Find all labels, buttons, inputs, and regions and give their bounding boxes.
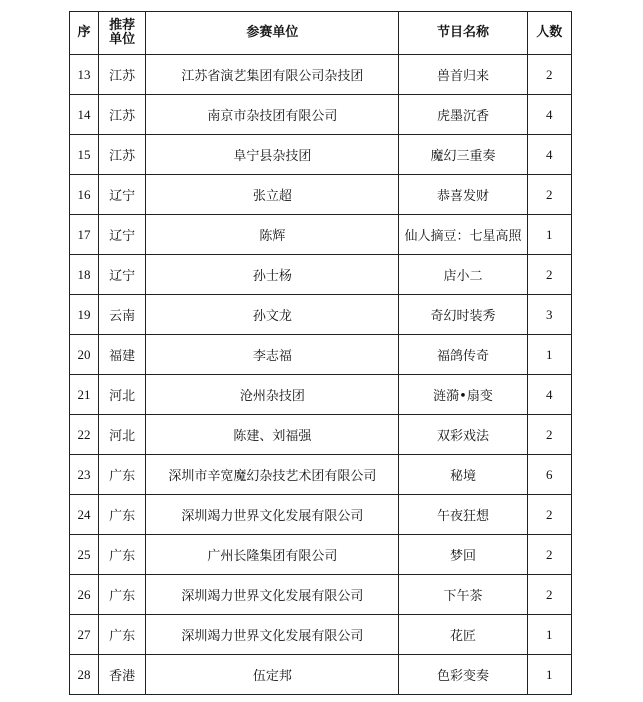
table-row	[70, 415, 572, 455]
cell-index: 14	[70, 95, 99, 135]
cell-index: 28	[70, 655, 99, 695]
cell-recommender: 辽宁	[98, 255, 146, 295]
cell-count: 3	[527, 295, 571, 335]
cell-count: 6	[527, 455, 571, 495]
cell-index: 27	[70, 615, 99, 655]
cell-index: 16	[70, 175, 99, 215]
table-row	[70, 215, 572, 255]
cell-recommender: 广东	[98, 495, 146, 535]
cell-count: 1	[527, 655, 571, 695]
cell-count: 4	[527, 135, 571, 175]
cell-unit: 深圳竭力世界文化发展有限公司	[146, 575, 399, 615]
cell-program: 花匠	[399, 615, 527, 655]
table-row	[70, 295, 572, 335]
cell-recommender: 福建	[98, 335, 146, 375]
cell-recommender: 广东	[98, 535, 146, 575]
cell-recommender: 江苏	[98, 55, 146, 95]
cell-index: 13	[70, 55, 99, 95]
table-row	[70, 255, 572, 295]
cell-unit: 深圳竭力世界文化发展有限公司	[146, 615, 399, 655]
cell-index: 20	[70, 335, 99, 375]
cell-unit: 沧州杂技团	[146, 375, 399, 415]
cell-program: 虎墨沉香	[399, 95, 527, 135]
cell-count: 2	[527, 495, 571, 535]
cell-index: 24	[70, 495, 99, 535]
header-program: 节目名称	[399, 12, 527, 55]
participants-table	[69, 11, 572, 695]
cell-index: 18	[70, 255, 99, 295]
table-row	[70, 535, 572, 575]
cell-recommender: 广东	[98, 575, 146, 615]
cell-program: 福鸽传奇	[399, 335, 527, 375]
cell-unit: 李志福	[146, 335, 399, 375]
cell-recommender: 河北	[98, 415, 146, 455]
table-header-row	[70, 12, 572, 55]
cell-unit: 南京市杂技团有限公司	[146, 95, 399, 135]
cell-program: 双彩戏法	[399, 415, 527, 455]
cell-index: 23	[70, 455, 99, 495]
cell-count: 2	[527, 255, 571, 295]
header-index: 序	[70, 12, 99, 55]
cell-program: 秘境	[399, 455, 527, 495]
cell-recommender: 广东	[98, 615, 146, 655]
cell-count: 1	[527, 615, 571, 655]
cell-recommender: 江苏	[98, 95, 146, 135]
table-row	[70, 495, 572, 535]
cell-index: 26	[70, 575, 99, 615]
cell-index: 21	[70, 375, 99, 415]
cell-count: 2	[527, 415, 571, 455]
cell-unit: 深圳市辛宽魔幻杂技艺术团有限公司	[146, 455, 399, 495]
cell-count: 2	[527, 575, 571, 615]
cell-index: 19	[70, 295, 99, 335]
table-row	[70, 135, 572, 175]
table-row	[70, 175, 572, 215]
cell-unit: 广州长隆集团有限公司	[146, 535, 399, 575]
table-row	[70, 95, 572, 135]
cell-count: 2	[527, 175, 571, 215]
table-row	[70, 455, 572, 495]
cell-count: 4	[527, 95, 571, 135]
cell-unit: 阜宁县杂技团	[146, 135, 399, 175]
cell-recommender: 香港	[98, 655, 146, 695]
cell-unit: 张立超	[146, 175, 399, 215]
cell-program: 店小二	[399, 255, 527, 295]
cell-recommender: 辽宁	[98, 175, 146, 215]
cell-program: 梦回	[399, 535, 527, 575]
table-row	[70, 655, 572, 695]
header-unit: 参赛单位	[146, 12, 399, 55]
cell-unit: 深圳竭力世界文化发展有限公司	[146, 495, 399, 535]
header-recommender-line2: 单位	[109, 32, 136, 47]
cell-program: 仙人摘豆：七星高照	[399, 215, 527, 255]
cell-unit: 陈建、刘福强	[146, 415, 399, 455]
cell-recommender: 江苏	[98, 135, 146, 175]
cell-unit: 陈辉	[146, 215, 399, 255]
cell-program: 奇幻时装秀	[399, 295, 527, 335]
header-recommender	[98, 12, 146, 55]
table-row	[70, 615, 572, 655]
cell-program: 下午茶	[399, 575, 527, 615]
cell-recommender: 云南	[98, 295, 146, 335]
table-row	[70, 55, 572, 95]
cell-unit: 伍定邦	[146, 655, 399, 695]
table-row	[70, 575, 572, 615]
cell-count: 2	[527, 55, 571, 95]
table-row	[70, 335, 572, 375]
cell-index: 15	[70, 135, 99, 175]
header-recommender-line1: 推荐	[109, 18, 136, 33]
cell-program: 午夜狂想	[399, 495, 527, 535]
cell-count: 4	[527, 375, 571, 415]
cell-program: 色彩变奏	[399, 655, 527, 695]
cell-index: 17	[70, 215, 99, 255]
cell-program: 恭喜发财	[399, 175, 527, 215]
cell-count: 1	[527, 215, 571, 255]
cell-program: 魔幻三重奏	[399, 135, 527, 175]
cell-count: 1	[527, 335, 571, 375]
cell-unit: 江苏省演艺集团有限公司杂技团	[146, 55, 399, 95]
table-row	[70, 375, 572, 415]
cell-recommender: 河北	[98, 375, 146, 415]
cell-index: 22	[70, 415, 99, 455]
cell-recommender: 辽宁	[98, 215, 146, 255]
cell-index: 25	[70, 535, 99, 575]
cell-recommender: 广东	[98, 455, 146, 495]
cell-unit: 孙士杨	[146, 255, 399, 295]
cell-program: 兽首归来	[399, 55, 527, 95]
header-count: 人数	[527, 12, 571, 55]
cell-program: 涟漪•扇变	[399, 375, 527, 415]
cell-count: 2	[527, 535, 571, 575]
cell-unit: 孙文龙	[146, 295, 399, 335]
